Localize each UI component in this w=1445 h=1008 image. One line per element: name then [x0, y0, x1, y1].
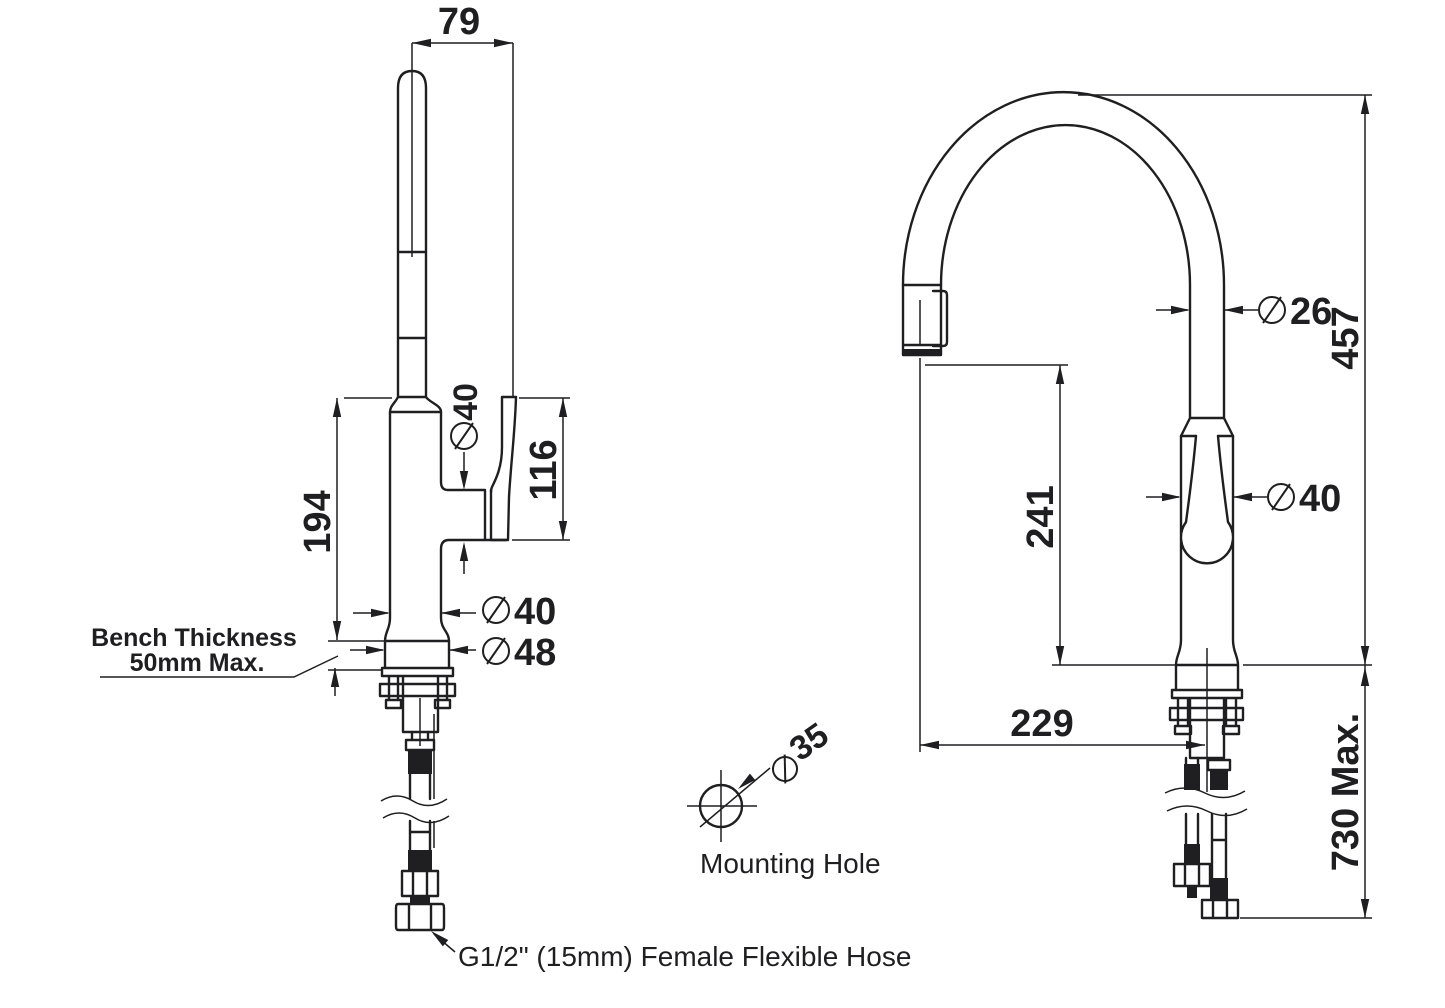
- dim-tube-diameter: [1156, 291, 1332, 333]
- diameter-symbol: [483, 638, 509, 664]
- dim-label: 35: [782, 715, 836, 769]
- dim-body-height: [297, 398, 392, 640]
- hose-fittings: [408, 750, 432, 904]
- mounting-hole-label: Mounting Hole: [700, 848, 881, 879]
- dim-label: 194: [297, 490, 339, 554]
- hose-note: [428, 928, 911, 972]
- dim-label: 40: [514, 591, 557, 633]
- diameter-symbol: [1268, 484, 1294, 510]
- dim-label: 457: [1325, 306, 1367, 370]
- side-view: [380, 71, 516, 930]
- dim-body-diameter-side: [353, 591, 556, 633]
- diameter-symbol: [451, 423, 477, 449]
- dim-label: 241: [1020, 485, 1062, 549]
- dim-label: 48: [514, 632, 557, 674]
- diameter-symbol: [483, 597, 509, 623]
- note-line-1: Bench Thickness: [91, 624, 297, 652]
- dim-outlet-diameter: [447, 383, 485, 574]
- dim-label: 40: [447, 383, 485, 421]
- bench-thickness-note: [91, 624, 385, 696]
- dim-label: 26: [1290, 291, 1333, 333]
- front-view: [903, 92, 1247, 918]
- hose-fittings: [1184, 764, 1228, 900]
- dim-body-diameter-front: [1146, 478, 1341, 520]
- note-line-2: 50mm Max.: [129, 649, 265, 677]
- dim-reach: [920, 703, 1205, 749]
- dim-label: 79: [437, 1, 481, 43]
- diameter-symbol: [1259, 297, 1285, 323]
- break-lines: [381, 796, 449, 823]
- dim-spout-drop: [512, 398, 570, 540]
- dim-label: 116: [523, 439, 565, 501]
- dim-outlet-to-bench: [920, 358, 1176, 752]
- dim-label: 229: [1010, 703, 1074, 745]
- break-lines: [1165, 788, 1247, 816]
- dim-label: 730 Max.: [1325, 712, 1367, 872]
- dim-label: 40: [1299, 478, 1342, 520]
- dim-below-bench-max: [1240, 665, 1372, 918]
- spray-outlet-face: [904, 349, 940, 355]
- mounting-hole-detail: [687, 716, 881, 879]
- note-text: G1/2" (15mm) Female Flexible Hose: [458, 941, 912, 972]
